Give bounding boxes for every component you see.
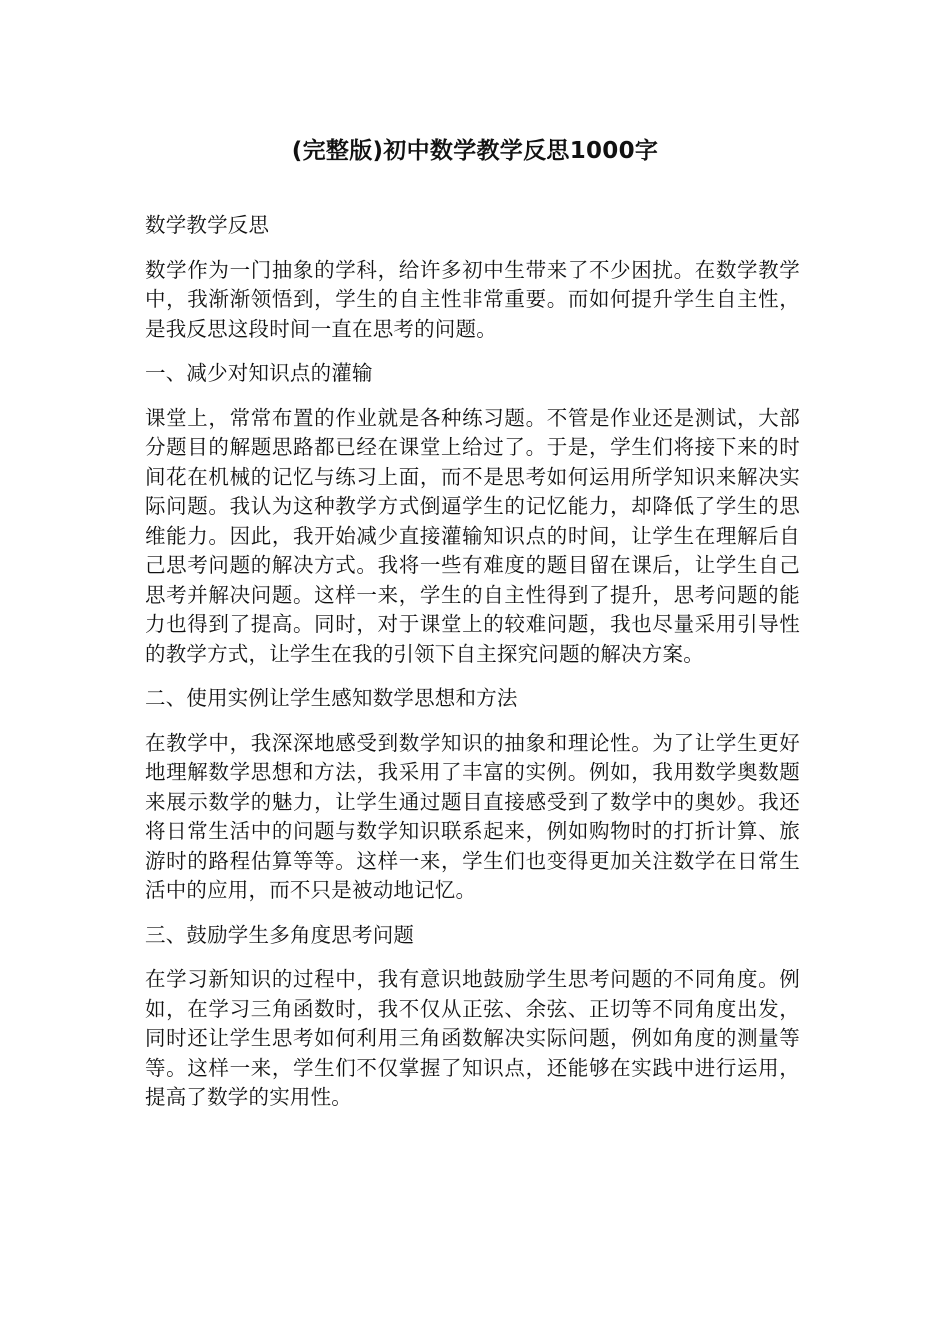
paragraph-2: 在教学中，我深深地感受到数学知识的抽象和理论性。为了让学生更好地理解数学思想和方法，我采用了丰富的实例。例如，我用数学奥数题来展示数学的魅力，让学生通过题目直接感受到了数学中的奥妙。我还将日常生活中的问题与数学知识联系起来，例如购物时的打折计算、旅游时的路程估算等等。这样一来，学生们也变得更加关注数学在日常生活中的应用，而不只是被动地记忆。 bbox=[145, 730, 800, 902]
paragraph-3: 在学习新知识的过程中，我有意识地鼓励学生思考问题的不同角度。例如，在学习三角函数时，我不仅从正弦、余弦、正切等不同角度出发，同时还让学生思考如何利用三角函数解决实际问题，例如角度的测量等等。这样一来，学生们不仅掌握了知识点，还能够在实践中进行运用，提高了数学的实用性。 bbox=[145, 967, 800, 1109]
section-heading-3: 三、鼓励学生多角度思考问题 bbox=[145, 922, 415, 947]
section-heading: 数学教学反思 bbox=[145, 213, 270, 237]
section-heading-1: 一、减少对知识点的灌输 bbox=[145, 361, 373, 385]
paragraph-1: 课堂上，常常布置的作业就是各种练习题。不管是作业还是测试，大部分题目的解题思路都已经在课堂上给过了。于是，学生们将接下来的时间花在机械的记忆与练习上面，而不是思考如何运用所学知识来解决实际问题。我认为这种教学方式倒逼学生的记忆能力，却降低了学生的思维能力。因此，我开始减少直接灌输知识点的时间，让学生在理解后自己思考问题的解决方式。我将一些有难度的题目留在课后，让学生自己思考并解决问题。这样一来，学生的自主性得到了提升，思考问题的能力也得到了提高。同时，对于课堂上的较难问题，我也尽量采用引导性的教学方式，让学生在我的引领下自主探究问题的解决方案。 bbox=[145, 405, 800, 666]
document-title: (完整版)初中数学教学反思1000字 bbox=[291, 138, 659, 164]
document-body bbox=[145, 211, 800, 1128]
section-heading-2: 二、使用实例让学生感知数学思想和方法 bbox=[145, 686, 518, 710]
paragraph-intro: 数学作为一门抽象的学科，给许多初中生带来了不少困扰。在数学教学中，我渐渐领悟到，学生的自主性非常重要。而如何提升学生自主性，是我反思这段时间一直在思考的问题。 bbox=[145, 257, 800, 341]
